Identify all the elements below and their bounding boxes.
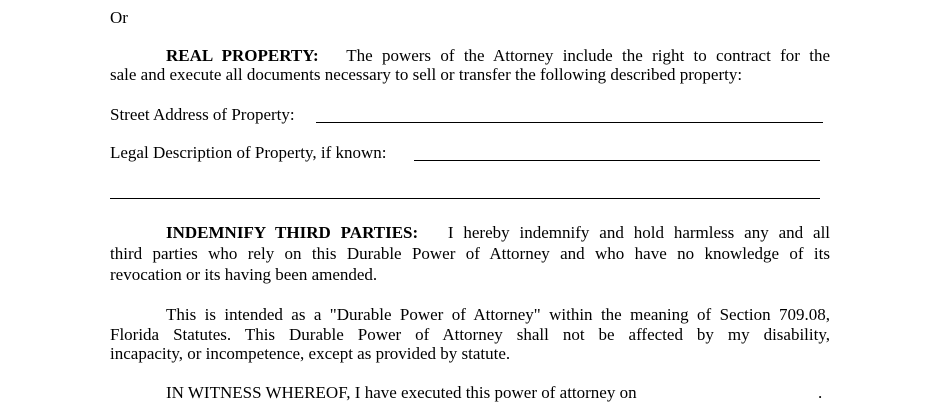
indemnify-line-1 [166, 223, 830, 243]
indemnify-line-3: revocation or its having been amended. [110, 265, 378, 284]
witness-end-period: . [818, 383, 823, 402]
real-property-line-1 [166, 46, 830, 66]
indemnify-heading: INDEMNIFY THIRD PARTIES: [166, 223, 419, 242]
street-address-field[interactable] [316, 122, 823, 123]
real-property-text-1: The powers of the Attorney include the right to contract for the [346, 46, 830, 65]
indemnify-line-2: third parties who rely on this Durable Power of Attorney and who have no knowledge of its [110, 244, 830, 263]
street-address-label: Street Address of Property: [110, 105, 295, 124]
indemnify-text-1: I hereby indemnify and hold harmless any and all [447, 223, 831, 242]
durable-line-1: This is intended as a "Durable Power of Attorney" within the meaning of Section 709.08, [166, 305, 830, 324]
or-text: Or [110, 8, 128, 27]
legal-description-continuation-field[interactable] [110, 198, 820, 199]
legal-description-field[interactable] [414, 160, 820, 161]
real-property-heading: REAL PROPERTY: [166, 46, 319, 65]
durable-line-2: Florida Statutes. This Durable Power of Attorney shall not be affected by my disability, [110, 325, 830, 344]
real-property-line-2: sale and execute all documents necessary to sell or transfer the following described property: [110, 65, 743, 84]
legal-description-label: Legal Description of Property, if known: [110, 143, 387, 162]
witness-text: IN WITNESS WHEREOF, I have executed this power of attorney on [166, 383, 637, 402]
durable-line-3: incapacity, or incompetence, except as provided by statute. [110, 344, 511, 363]
